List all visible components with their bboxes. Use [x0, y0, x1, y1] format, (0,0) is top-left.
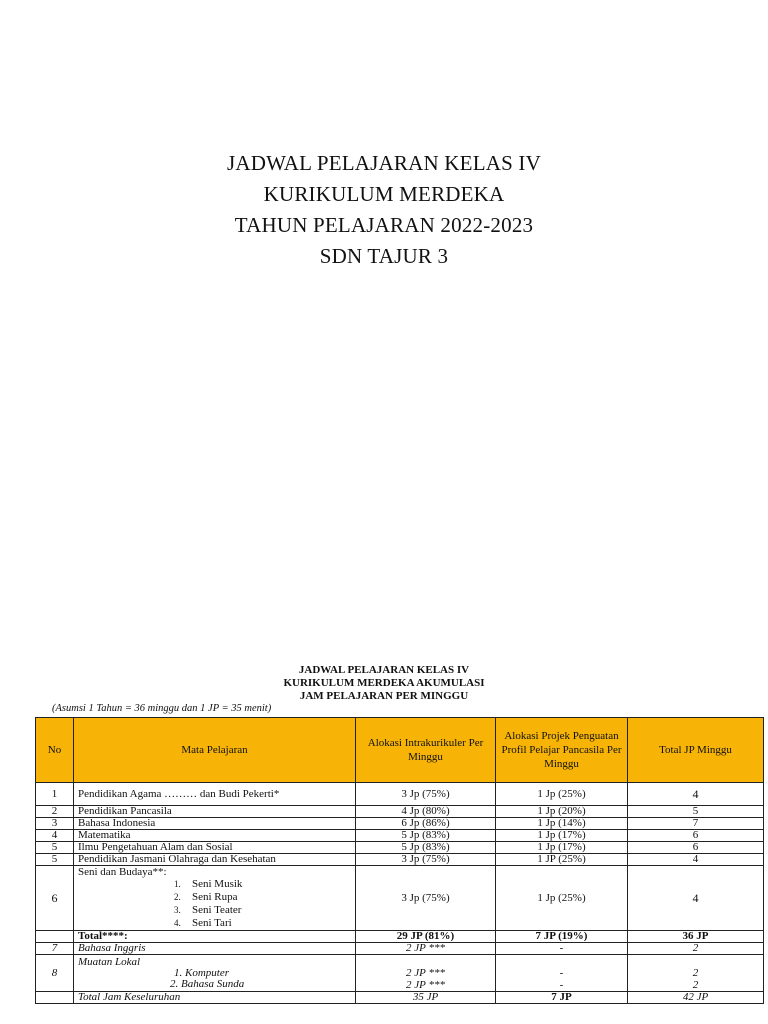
table-row: [36, 818, 764, 830]
table-row: [36, 854, 764, 866]
row-subject: Bahasa Indonesia: [74, 818, 356, 830]
muatan-intra-2: 2 JP ***: [406, 979, 445, 991]
row-intra: 5 Jp (83%): [356, 842, 496, 854]
muatan-total-2: 2: [692, 979, 699, 991]
row-no: 1: [36, 783, 74, 806]
row-no: 6: [36, 866, 74, 931]
row-intra: 3 Jp (75%): [356, 783, 496, 806]
row-subject: Ilmu Pengetahuan Alam dan Sosial: [74, 842, 356, 854]
row-total: 7: [628, 818, 764, 830]
list-item: 1. Seni Musik: [174, 878, 243, 890]
cover-title-line-1: JADWAL PELAJARAN KELAS IV: [227, 151, 541, 175]
list-item: 4. Seni Tari: [174, 917, 232, 929]
muatan-total-1: 2: [692, 967, 699, 979]
row-subject: Pendidikan Agama ……… dan Budi Pekerti*: [74, 783, 356, 806]
table-title-line-2: KURIKULUM MERDEKA AKUMULASI: [283, 677, 485, 689]
arts-options-list: [78, 878, 351, 930]
row-no: 5: [36, 842, 74, 854]
row-intra: 6 Jp (86%): [356, 818, 496, 830]
grand-total-projek: 7 JP: [496, 992, 628, 1004]
table-row-muatan: [36, 955, 764, 992]
table-row: [36, 783, 764, 806]
list-item: 2. Bahasa Sunda: [170, 977, 245, 990]
total-total: 36 JP: [628, 931, 764, 943]
table-title: [0, 664, 768, 703]
row-no: 5: [36, 854, 74, 866]
table-row-arts: [36, 866, 764, 931]
list-item: 2. Seni Rupa: [174, 891, 238, 903]
table-row: [36, 830, 764, 842]
header-projek: Alokasi Projek Penguatan Profil Pelajar Pancasila Per Minggu: [496, 718, 628, 783]
row-projek: 1 JP (25%): [496, 854, 628, 866]
row-projek: 1 Jp (25%): [496, 866, 628, 931]
grand-total-no-cell: [36, 992, 74, 1004]
grand-total-total: 42 JP: [628, 992, 764, 1004]
row-projek: 1 Jp (17%): [496, 830, 628, 842]
row-projek: 1 Jp (17%): [496, 842, 628, 854]
table-row-english: [36, 943, 764, 955]
table-row: [36, 806, 764, 818]
row-projek: -: [496, 943, 628, 955]
arts-subject: Seni dan Budaya**:: [78, 866, 167, 878]
row-total: 2: [628, 943, 764, 955]
header-subject: Mata Pelajaran: [74, 718, 356, 783]
muatan-projek-1: -: [559, 967, 564, 979]
total-projek: 7 JP (19%): [496, 931, 628, 943]
row-total: 4: [628, 783, 764, 806]
table-row-grand-total: [36, 992, 764, 1004]
list-item: 1. Komputer: [174, 966, 229, 979]
row-total: 4: [628, 866, 764, 931]
header-intra: Alokasi Intrakurikuler Per Minggu: [356, 718, 496, 783]
row-subject: Bahasa Inggris: [74, 943, 356, 955]
grand-total-label: Total Jam Keseluruhan: [74, 992, 356, 1004]
table-title-line-3: JAM PELAJARAN PER MINGGU: [299, 690, 469, 702]
row-total: 4: [628, 854, 764, 866]
total-no-cell: [36, 931, 74, 943]
cover-title-line-2: KURIKULUM MERDEKA: [263, 182, 505, 206]
header-total: Total JP Minggu: [628, 718, 764, 783]
total-intra: 29 JP (81%): [356, 931, 496, 943]
schedule-table: [35, 717, 764, 1004]
row-no: 2: [36, 806, 74, 818]
row-total: [628, 955, 764, 992]
muatan-list: [78, 957, 351, 990]
row-projek: 1 Jp (20%): [496, 806, 628, 818]
muatan-intra-1: 2 JP ***: [406, 967, 445, 979]
row-intra: [356, 955, 496, 992]
table-title-line-1: JADWAL PELAJARAN KELAS IV: [298, 664, 470, 676]
row-projek: [496, 955, 628, 992]
row-projek: 1 Jp (14%): [496, 818, 628, 830]
muatan-title: Muatan Lokal: [78, 955, 141, 968]
table-row-total: [36, 931, 764, 943]
row-total: 6: [628, 830, 764, 842]
row-intra: 4 Jp (80%): [356, 806, 496, 818]
total-label: Total****:: [74, 931, 356, 943]
row-no: 8: [36, 955, 74, 992]
cover-title: [0, 148, 768, 272]
row-intra: 3 Jp (75%): [356, 866, 496, 931]
cover-title-line-4: SDN TAJUR 3: [319, 244, 449, 268]
row-intra: 3 Jp (75%): [356, 854, 496, 866]
arts-subject-cell: [74, 866, 356, 931]
header-no: No: [36, 718, 74, 783]
cover-title-line-3: TAHUN PELAJARAN 2022-2023: [234, 213, 534, 237]
row-projek: 1 Jp (25%): [496, 783, 628, 806]
row-intra: 5 Jp (83%): [356, 830, 496, 842]
row-no: 7: [36, 943, 74, 955]
row-subject: Pendidikan Jasmani Olahraga dan Kesehatan: [74, 854, 356, 866]
muatan-subject-cell: [74, 955, 356, 992]
grand-total-intra: 35 JP: [356, 992, 496, 1004]
table-header-row: [36, 718, 764, 783]
row-total: 6: [628, 842, 764, 854]
table-row: [36, 842, 764, 854]
muatan-projek-2: -: [559, 979, 564, 991]
row-subject: Pendidikan Pancasila: [74, 806, 356, 818]
assumption-note: (Asumsi 1 Tahun = 36 minggu dan 1 JP = 35 menit): [52, 703, 272, 714]
row-no: 4: [36, 830, 74, 842]
row-no: 3: [36, 818, 74, 830]
row-total: 5: [628, 806, 764, 818]
row-subject: Matematika: [74, 830, 356, 842]
list-item: 3. Seni Teater: [174, 904, 242, 916]
row-intra: 2 JP ***: [356, 943, 496, 955]
